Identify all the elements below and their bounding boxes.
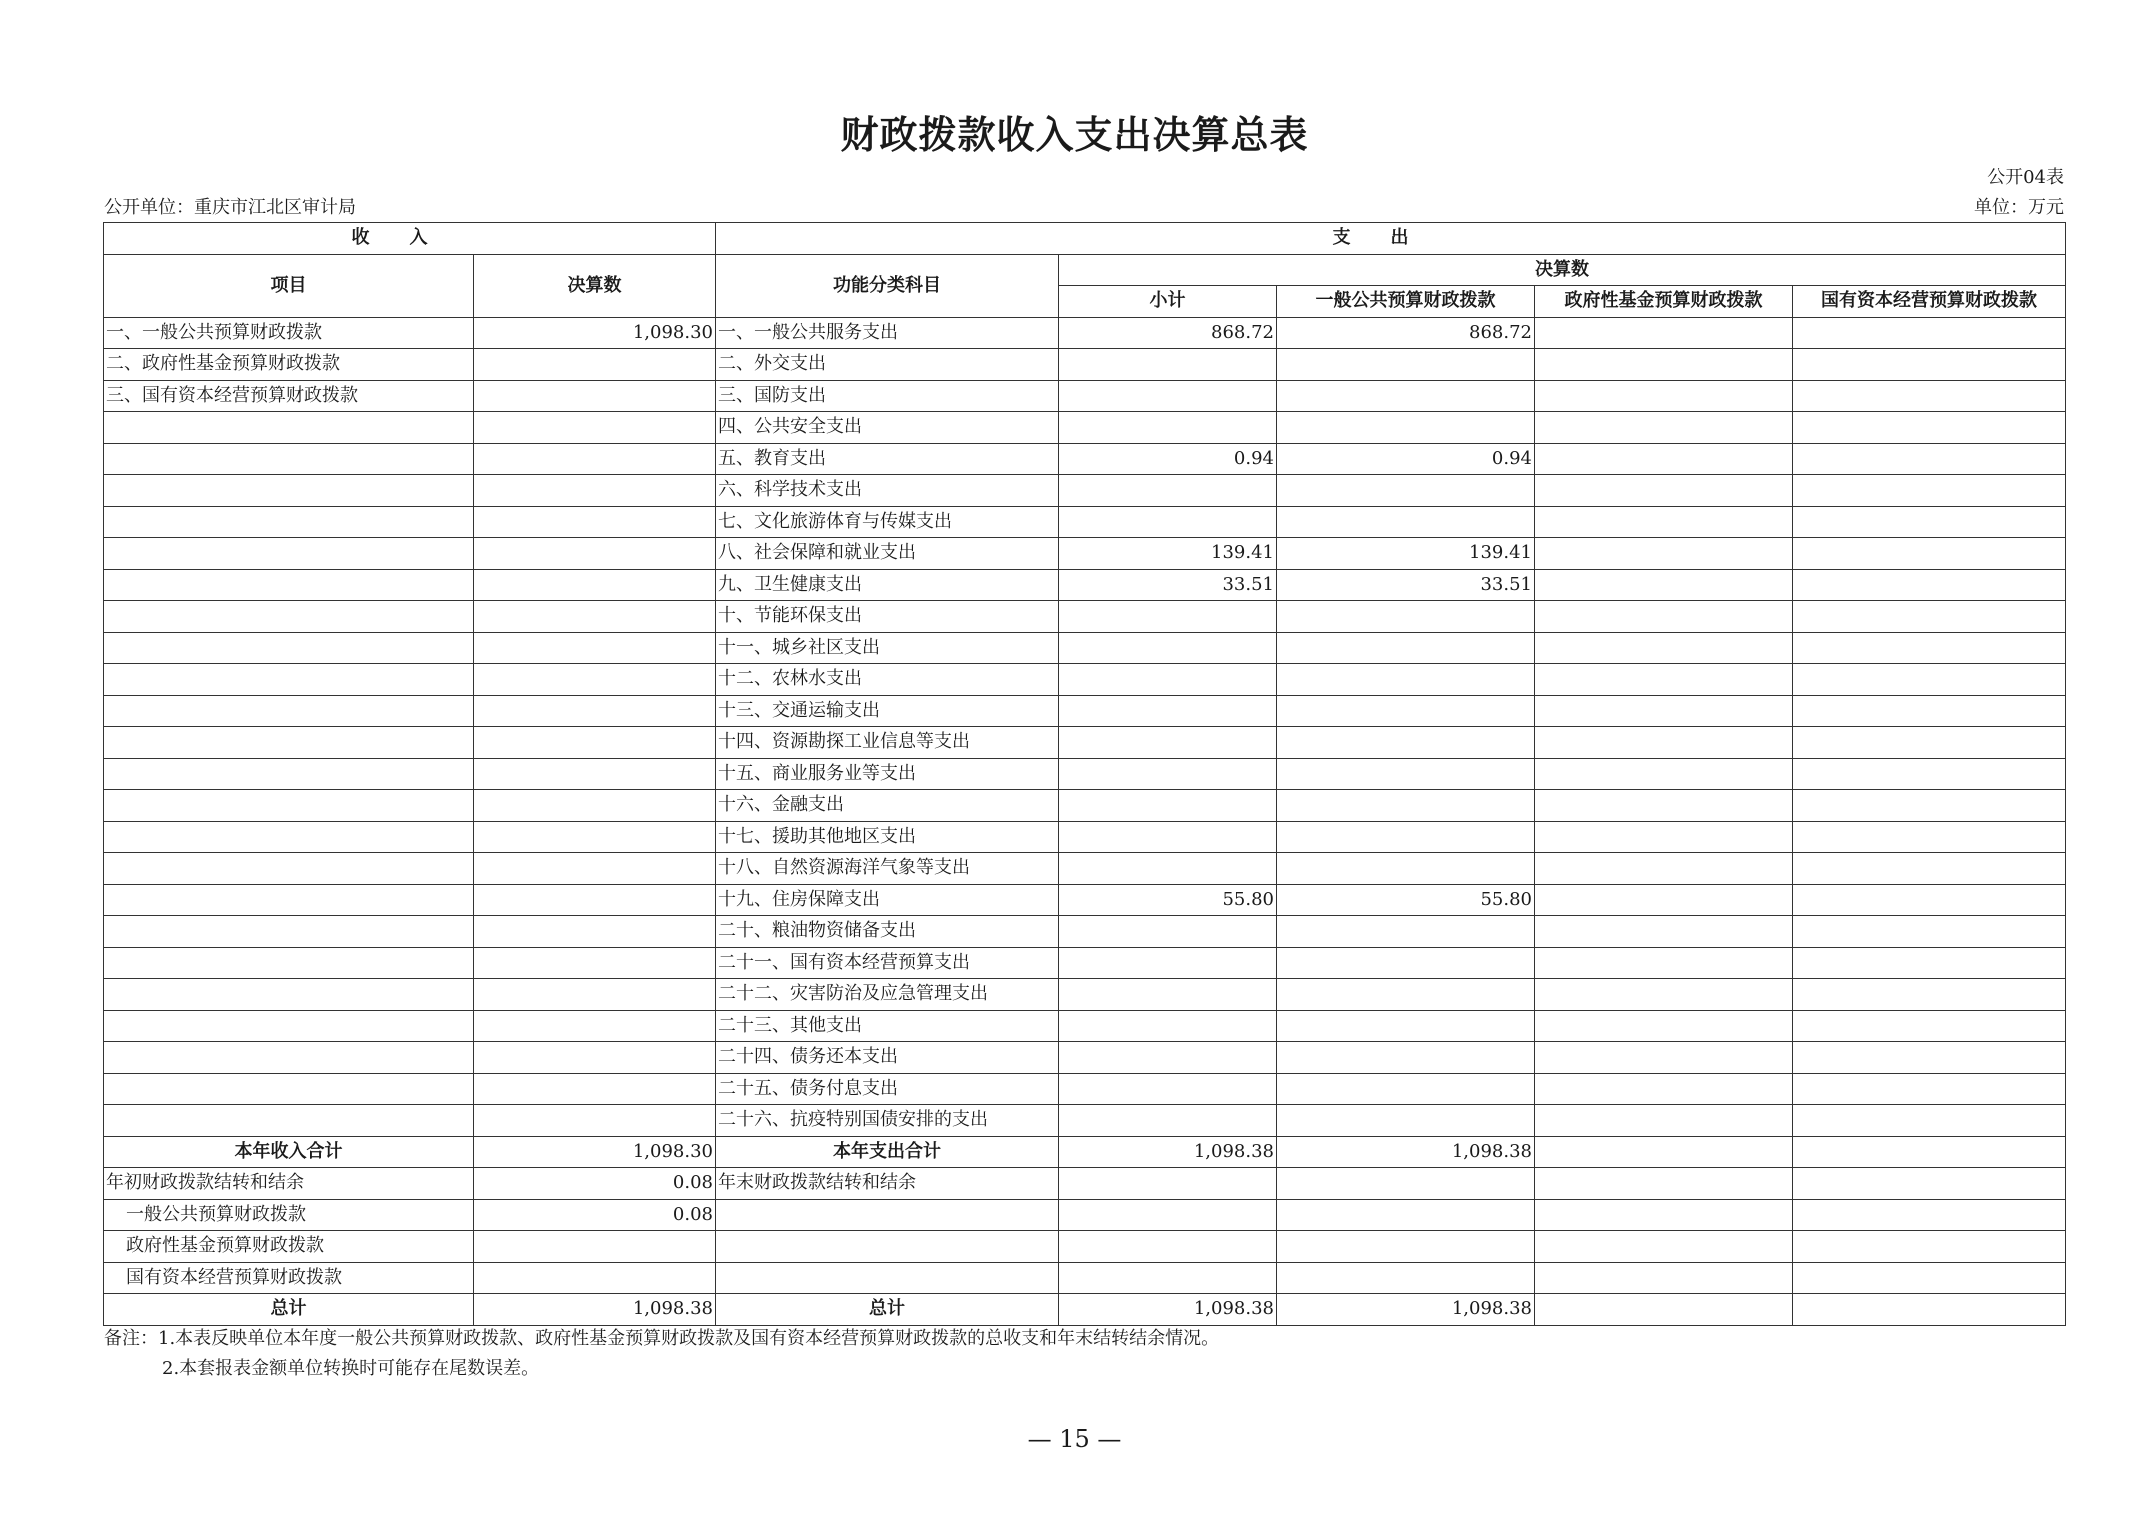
note-2: 2.本套报表金额单位转换时可能存在尾数误差。 [162,1358,540,1379]
expense-item-cell: 十、节能环保支出 [716,601,1059,633]
gov-fund-cell [1535,632,1793,664]
income-amount-cell [474,1073,716,1105]
budget-table [103,222,2066,1326]
expense-item-cell: 二十五、债务付息支出 [716,1073,1059,1105]
general-budget-cell [1277,979,1535,1011]
income-amount-cell [474,853,716,885]
general-budget-cell [1277,695,1535,727]
subtotal-cell: 1,098.38 [1059,1136,1277,1168]
income-item-cell: 国有资本经营预算财政拨款 [104,1262,474,1294]
unit-name: 重庆市江北区审计局 [194,197,356,218]
table-row [104,538,2066,570]
gov-fund-cell [1535,317,1793,349]
gov-fund-cell [1535,853,1793,885]
income-amount-cell [474,1231,716,1263]
general-budget-cell [1277,475,1535,507]
subtotal-cell [1059,632,1277,664]
gov-fund-cell [1535,1262,1793,1294]
expense-item-cell: 六、科学技术支出 [716,475,1059,507]
gov-fund-cell [1535,538,1793,570]
income-amount-cell [474,727,716,759]
state-capital-cell [1793,727,2066,759]
state-capital-cell [1793,506,2066,538]
income-amount-cell [474,569,716,601]
state-capital-cell [1793,758,2066,790]
general-budget-cell [1277,632,1535,664]
page-number: — 15 — [1027,1425,1122,1453]
income-amount-cell [474,821,716,853]
table-row [104,475,2066,507]
state-capital-cell [1793,1105,2066,1137]
state-capital-cell [1793,884,2066,916]
table-row [104,569,2066,601]
state-capital-cell [1793,1136,2066,1168]
general-budget-cell [1277,1073,1535,1105]
income-amount-cell [474,443,716,475]
income-item-cell [104,790,474,822]
income-amount-cell [474,1042,716,1074]
gov-fund-cell [1535,790,1793,822]
state-capital-cell [1793,380,2066,412]
expense-item-cell: 十九、住房保障支出 [716,884,1059,916]
state-capital-cell [1793,1199,2066,1231]
subtotal-cell [1059,853,1277,885]
gov-fund-cell [1535,443,1793,475]
expense-item-cell: 本年支出合计 [716,1136,1059,1168]
subtotal-cell [1059,1168,1277,1200]
income-amount-cell: 1,098.38 [474,1294,716,1326]
table-row [104,727,2066,759]
income-item-cell [104,727,474,759]
state-capital-cell [1793,853,2066,885]
income-amount-cell [474,1105,716,1137]
income-item-cell [104,632,474,664]
general-budget-cell [1277,380,1535,412]
general-budget-cell [1277,727,1535,759]
income-item-cell [104,506,474,538]
subtotal-cell [1059,916,1277,948]
table-row [104,695,2066,727]
subtotal-cell [1059,412,1277,444]
subtotal-cell [1059,947,1277,979]
state-capital-cell [1793,475,2066,507]
table-body [104,317,2066,1325]
state-capital-cell [1793,1231,2066,1263]
carryover-row [104,1199,2066,1231]
income-amount-cell [474,506,716,538]
general-budget-cell [1277,758,1535,790]
general-budget-cell [1277,821,1535,853]
state-capital-cell [1793,695,2066,727]
gov-fund-cell [1535,1136,1793,1168]
gov-fund-cell [1535,1168,1793,1200]
income-item-cell [104,695,474,727]
state-capital-cell [1793,916,2066,948]
state-capital-cell [1793,1042,2066,1074]
income-amount-cell [474,979,716,1011]
func-subject-header: 功能分类科目 [716,254,1059,317]
subtotal-cell [1059,601,1277,633]
subtotal-cell [1059,1199,1277,1231]
table-row [104,601,2066,633]
gov-fund-header: 政府性基金预算财政拨款 [1535,286,1793,318]
subtotal-cell: 1,098.38 [1059,1294,1277,1326]
income-item-cell: 一、一般公共预算财政拨款 [104,317,474,349]
subtotal-cell: 139.41 [1059,538,1277,570]
general-budget-cell [1277,506,1535,538]
expense-item-cell: 八、社会保障和就业支出 [716,538,1059,570]
gov-fund-cell [1535,349,1793,381]
subtotal-cell [1059,506,1277,538]
general-budget-cell: 868.72 [1277,317,1535,349]
gov-fund-cell [1535,916,1793,948]
state-capital-cell [1793,569,2066,601]
income-amount-cell [474,380,716,412]
gov-fund-cell [1535,664,1793,696]
state-capital-cell [1793,538,2066,570]
income-item-cell [104,1042,474,1074]
expense-item-cell: 二十二、灾害防治及应急管理支出 [716,979,1059,1011]
expense-item-cell: 一、一般公共服务支出 [716,317,1059,349]
income-item-cell [104,412,474,444]
income-item-cell [104,664,474,696]
general-budget-cell [1277,790,1535,822]
table-row [104,979,2066,1011]
state-capital-cell [1793,601,2066,633]
general-budget-cell: 0.94 [1277,443,1535,475]
gov-fund-cell [1535,1010,1793,1042]
income-amount-cell [474,884,716,916]
income-item-cell [104,538,474,570]
subtotal-cell [1059,1073,1277,1105]
expense-item-cell [716,1262,1059,1294]
income-amount-cell [474,695,716,727]
general-budget-cell [1277,664,1535,696]
gov-fund-cell [1535,758,1793,790]
unit-label: 公开单位： [104,197,194,218]
item-header: 项目 [104,254,474,317]
table-row [104,443,2066,475]
table-row [104,853,2066,885]
expense-item-cell: 九、卫生健康支出 [716,569,1059,601]
general-budget-cell [1277,1042,1535,1074]
income-item-cell [104,569,474,601]
general-budget-cell [1277,412,1535,444]
income-item-cell [104,853,474,885]
income-item-cell [104,1105,474,1137]
general-budget-cell [1277,853,1535,885]
subtotal-cell: 868.72 [1059,317,1277,349]
income-item-cell [104,443,474,475]
state-capital-cell [1793,349,2066,381]
income-amount-cell: 1,098.30 [474,317,716,349]
subtotal-cell: 0.94 [1059,443,1277,475]
gov-fund-cell [1535,1073,1793,1105]
table-row [104,947,2066,979]
gov-fund-cell [1535,727,1793,759]
general-budget-cell [1277,1010,1535,1042]
income-item-cell: 本年收入合计 [104,1136,474,1168]
subtotal-cell [1059,727,1277,759]
general-budget-cell [1277,601,1535,633]
state-capital-cell [1793,443,2066,475]
income-amount-cell [474,601,716,633]
expense-item-cell: 十五、商业服务业等支出 [716,758,1059,790]
final-amount-group-header: 决算数 [1059,254,2066,286]
gov-fund-cell [1535,569,1793,601]
income-item-cell [104,1073,474,1105]
gov-fund-cell [1535,947,1793,979]
income-item-cell [104,758,474,790]
table-row [104,1073,2066,1105]
income-item-cell [104,916,474,948]
expense-item-cell: 十八、自然资源海洋气象等支出 [716,853,1059,885]
gov-fund-cell [1535,1199,1793,1231]
gov-fund-cell [1535,412,1793,444]
table-row [104,916,2066,948]
general-budget-cell [1277,349,1535,381]
subtotal-header: 小计 [1059,286,1277,318]
income-amount-cell [474,916,716,948]
general-budget-header: 一般公共预算财政拨款 [1277,286,1535,318]
notes [104,1324,1219,1384]
subtotal-cell: 33.51 [1059,569,1277,601]
page-title: 财政拨款收入支出决算总表 [840,112,1309,157]
subtotal-cell [1059,979,1277,1011]
income-item-cell: 一般公共预算财政拨款 [104,1199,474,1231]
general-budget-cell: 1,098.38 [1277,1294,1535,1326]
income-amount-cell [474,349,716,381]
subtotal-cell: 55.80 [1059,884,1277,916]
note-1: 备注：1.本表反映单位本年度一般公共预算财政拨款、政府性基金预算财政拨款及国有资本经营预算财政拨款的总收支和年末结转结余情况。 [104,1328,1220,1349]
income-item-cell [104,601,474,633]
expense-item-cell: 七、文化旅游体育与传媒支出 [716,506,1059,538]
state-capital-cell [1793,821,2066,853]
general-budget-cell [1277,1168,1535,1200]
table-row [104,317,2066,349]
expense-item-cell: 三、国防支出 [716,380,1059,412]
carryover-row [104,1231,2066,1263]
state-capital-cell [1793,632,2066,664]
income-item-cell [104,821,474,853]
income-amount-cell: 0.08 [474,1199,716,1231]
gov-fund-cell [1535,979,1793,1011]
state-capital-cell [1793,317,2066,349]
income-amount-cell [474,790,716,822]
table-row [104,632,2066,664]
gov-fund-cell [1535,695,1793,727]
income-amount-cell: 1,098.30 [474,1136,716,1168]
subtotal-cell [1059,380,1277,412]
income-amount-cell [474,538,716,570]
general-budget-cell [1277,916,1535,948]
currency-unit: 单位：万元 [1974,197,2064,218]
state-capital-cell [1793,1168,2066,1200]
subtotal-cell [1059,1105,1277,1137]
expense-item-cell: 十一、城乡社区支出 [716,632,1059,664]
general-budget-cell: 1,098.38 [1277,1136,1535,1168]
subtotal-cell [1059,664,1277,696]
general-budget-cell [1277,1231,1535,1263]
expense-item-cell: 总计 [716,1294,1059,1326]
gov-fund-cell [1535,601,1793,633]
income-amount-cell [474,632,716,664]
expense-item-cell [716,1199,1059,1231]
expense-item-cell: 二十四、债务还本支出 [716,1042,1059,1074]
state-capital-header: 国有资本经营预算财政拨款 [1793,286,2066,318]
grand-total-row [104,1294,2066,1326]
expense-item-cell: 四、公共安全支出 [716,412,1059,444]
expense-item-cell [716,1231,1059,1263]
gov-fund-cell [1535,884,1793,916]
state-capital-cell [1793,979,2066,1011]
income-item-cell: 二、政府性基金预算财政拨款 [104,349,474,381]
subtotal-cell [1059,821,1277,853]
table-row [104,412,2066,444]
income-amount-cell [474,758,716,790]
table-row [104,884,2066,916]
income-amount-cell [474,947,716,979]
state-capital-cell [1793,1073,2066,1105]
table-row [104,664,2066,696]
subtotal-cell [1059,349,1277,381]
expense-item-cell: 二十一、国有资本经营预算支出 [716,947,1059,979]
table-row [104,380,2066,412]
income-amount-cell [474,664,716,696]
expense-item-cell: 二十六、抗疫特别国债安排的支出 [716,1105,1059,1137]
carryover-row [104,1262,2066,1294]
gov-fund-cell [1535,1231,1793,1263]
subtotal-cell [1059,1010,1277,1042]
income-item-cell: 三、国有资本经营预算财政拨款 [104,380,474,412]
expense-item-cell: 十六、金融支出 [716,790,1059,822]
expense-item-cell: 二十三、其他支出 [716,1010,1059,1042]
gov-fund-cell [1535,1105,1793,1137]
table-row [104,349,2066,381]
subtotal-cell [1059,1231,1277,1263]
income-header: 收入 [104,223,716,255]
income-amount-cell [474,1010,716,1042]
table-row [104,1042,2066,1074]
table-row [104,1105,2066,1137]
year-total-row [104,1136,2066,1168]
expense-item-cell: 二十、粮油物资储备支出 [716,916,1059,948]
expense-item-cell: 十二、农林水支出 [716,664,1059,696]
table-row [104,758,2066,790]
table-row [104,821,2066,853]
table-row [104,1010,2066,1042]
gov-fund-cell [1535,1042,1793,1074]
income-amount-cell [474,412,716,444]
income-item-cell [104,979,474,1011]
income-amount-cell [474,475,716,507]
subtotal-cell [1059,475,1277,507]
income-amount-cell: 0.08 [474,1168,716,1200]
table-row [104,506,2066,538]
final-amount-header: 决算数 [474,254,716,317]
general-budget-cell [1277,947,1535,979]
subtotal-cell [1059,758,1277,790]
expense-item-cell: 二、外交支出 [716,349,1059,381]
gov-fund-cell [1535,475,1793,507]
general-budget-cell: 139.41 [1277,538,1535,570]
subtotal-cell [1059,790,1277,822]
reporting-unit [104,193,356,219]
state-capital-cell [1793,947,2066,979]
subtotal-cell [1059,1262,1277,1294]
table-row [104,790,2066,822]
income-item-cell [104,947,474,979]
subtotal-cell [1059,695,1277,727]
general-budget-cell [1277,1199,1535,1231]
income-item-cell: 政府性基金预算财政拨款 [104,1231,474,1263]
gov-fund-cell [1535,821,1793,853]
form-number: 公开04表 [1987,167,2064,188]
expense-item-cell: 年末财政拨款结转和结余 [716,1168,1059,1200]
income-amount-cell [474,1262,716,1294]
general-budget-cell [1277,1262,1535,1294]
gov-fund-cell [1535,506,1793,538]
gov-fund-cell [1535,380,1793,412]
state-capital-cell [1793,1294,2066,1326]
carryover-row [104,1168,2066,1200]
expense-item-cell: 五、教育支出 [716,443,1059,475]
general-budget-cell: 55.80 [1277,884,1535,916]
expense-item-cell: 十三、交通运输支出 [716,695,1059,727]
income-item-cell: 年初财政拨款结转和结余 [104,1168,474,1200]
state-capital-cell [1793,1010,2066,1042]
income-item-cell [104,1010,474,1042]
general-budget-cell: 33.51 [1277,569,1535,601]
expense-header: 支出 [716,223,2066,255]
general-budget-cell [1277,1105,1535,1137]
state-capital-cell [1793,1262,2066,1294]
income-item-cell [104,475,474,507]
income-item-cell [104,884,474,916]
state-capital-cell [1793,790,2066,822]
income-item-cell: 总计 [104,1294,474,1326]
expense-item-cell: 十四、资源勘探工业信息等支出 [716,727,1059,759]
state-capital-cell [1793,412,2066,444]
expense-item-cell: 十七、援助其他地区支出 [716,821,1059,853]
state-capital-cell [1793,664,2066,696]
gov-fund-cell [1535,1294,1793,1326]
subtotal-cell [1059,1042,1277,1074]
